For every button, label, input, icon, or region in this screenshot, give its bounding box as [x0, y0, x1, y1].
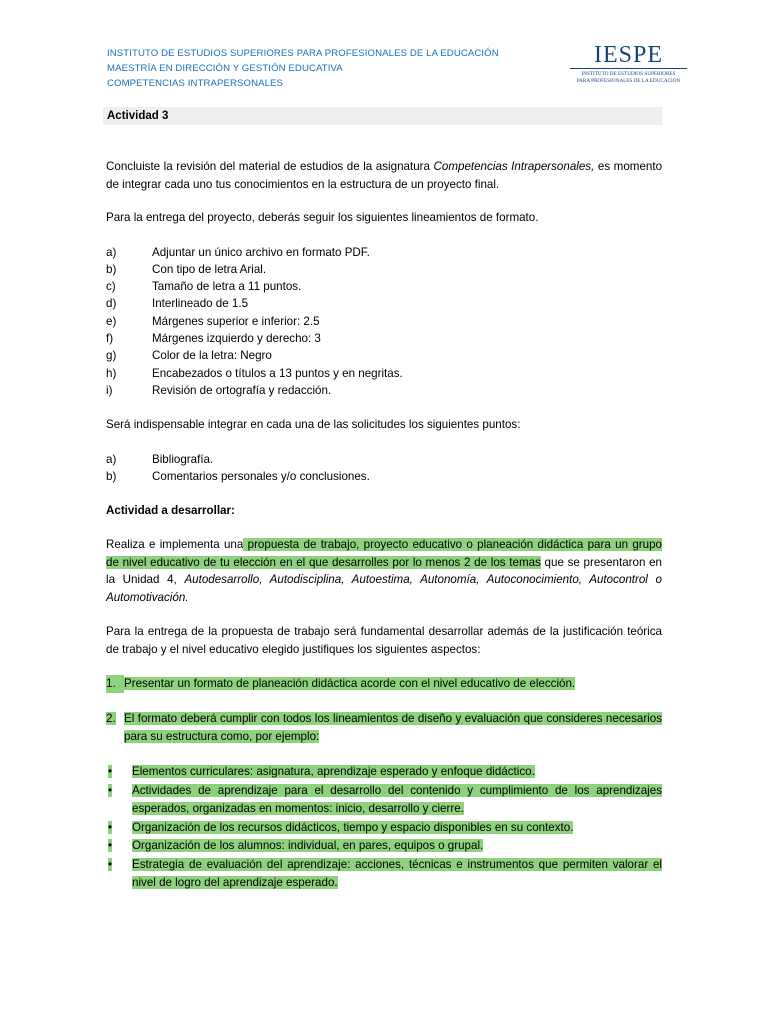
list-marker: d) — [106, 297, 117, 311]
bullet-text: Organización de los alumnos: individual, en pares, equipos o grupal. — [132, 839, 484, 853]
list-item-text: Bibliografía. — [152, 452, 214, 466]
logo-rule — [570, 68, 687, 69]
list-marker: b) — [106, 262, 117, 276]
list-item-text: Revisión de ortografía y redacción. — [152, 383, 332, 397]
numbered-marker-text: 2. — [106, 712, 116, 726]
list-item — [106, 468, 662, 485]
bullet-marker — [106, 782, 132, 819]
develop-heading: Actividad a desarrollar: — [106, 504, 235, 518]
points-list — [106, 451, 662, 486]
list-item-text: Interlineado de 1.5 — [152, 297, 249, 311]
list-item — [106, 382, 662, 399]
bullet-text: Actividades de aprendizaje para el desarrollo del contenido y cumplimiento de los aprendizajes esperados, organizadas en momentos: inicio, desarrollo y cierre. — [132, 783, 662, 816]
bullet-glyph: • — [108, 839, 113, 853]
bullet-item — [106, 856, 662, 893]
list-item-text: Color de la letra: Negro — [152, 349, 272, 363]
format-intro: Para la entrega del proyecto, deberás seguir los siguientes lineamientos de formato. — [106, 211, 539, 224]
bullet-glyph: • — [108, 765, 113, 779]
header-line-program: MAESTRÍA EN DIRECCIÓN Y GESTIÓN EDUCATIVA — [107, 63, 343, 74]
list-item — [106, 347, 662, 364]
header-line-course: COMPETENCIAS INTRAPERSONALES — [107, 78, 284, 89]
list-item — [106, 330, 662, 347]
list-marker: a) — [106, 245, 117, 259]
document-body — [106, 158, 662, 893]
list-item-text: Adjuntar un único archivo en formato PDF. — [152, 245, 370, 259]
list-item-text: Encabezados o títulos a 13 puntos y en negritas. — [152, 366, 403, 380]
bullet-glyph: • — [108, 783, 113, 797]
list-item — [106, 365, 662, 382]
intro-paragraph — [106, 158, 662, 193]
bullet-marker — [106, 763, 132, 782]
format-list — [106, 244, 662, 400]
list-item-text: Tamaño de letra a 11 puntos. — [152, 280, 302, 294]
list-marker: b) — [106, 469, 117, 483]
aspects-bullet-list — [106, 763, 662, 893]
list-marker: c) — [106, 280, 116, 294]
develop-topics: Autodesarrollo, Autodisciplina, Autoestima, Autonomía, Autoconocimiento, Autocontrol o Automotivación. — [106, 573, 662, 604]
bullet-marker — [106, 819, 132, 838]
header-line-institute: INSTITUTO DE ESTUDIOS SUPERIORES PARA PROFESIONALES DE LA EDUCACIÓN — [107, 48, 499, 59]
develop-text-1: Realiza e implementa una — [106, 538, 244, 552]
activity-title: Actividad 3 — [107, 110, 169, 122]
list-item-text: Con tipo de letra Arial. — [152, 262, 267, 276]
numbered-marker: 1. — [106, 675, 124, 693]
bullet-text: Organización de los recursos didácticos, tiempo y espacio disponibles en su contexto. — [132, 820, 574, 834]
numbered-text: El formato deberá cumplir con todos los lineamientos de diseño y evaluación que consideres necesarios para su estructura como, por ejemplo: — [124, 712, 662, 744]
list-item — [106, 451, 662, 468]
bullet-glyph: • — [108, 820, 113, 834]
list-item-text: Comentarios personales y/o conclusiones. — [152, 469, 370, 483]
develop-paragraph — [106, 536, 662, 606]
iespe-logo — [566, 43, 691, 91]
bullet-item — [106, 763, 662, 782]
intro-text-1: Concluiste la revisión del material de estudios de la asignatura — [106, 160, 434, 173]
intro-text-2: es momento de integrar cada uno tus conocimientos en la estructura de un proyecto final. — [106, 160, 663, 191]
points-intro: Será indispensable integrar en cada una de las solicitudes los siguientes puntos: — [106, 418, 521, 432]
list-marker: f) — [106, 331, 114, 345]
list-item — [106, 244, 662, 261]
list-item — [106, 313, 662, 330]
develop-highlight: propuesta de trabajo, proyecto educativo o planeación didáctica para un grupo de nivel educativo de tu elección en el que desarrolles por lo menos 2 de los temas — [106, 538, 662, 569]
logo-subtitle-2: PARA PROFESIONALES DE LA EDUCACIÓN — [576, 78, 681, 84]
institution-header — [107, 46, 547, 91]
bullet-marker — [106, 837, 132, 856]
list-item — [106, 295, 662, 312]
proposal-intro: Para la entrega de la propuesta de trabajo será fundamental desarrollar además de la justificación teórica de trabajo y el nivel educativo elegido justifiques los siguientes aspectos: — [106, 625, 662, 656]
activity-title-bar — [103, 107, 662, 125]
list-marker: h) — [106, 366, 117, 380]
bullet-item — [106, 782, 662, 819]
list-item — [106, 261, 662, 278]
numbered-text: Presentar un formato de planeación didáctica acorde con el nivel educativo de elección. — [124, 677, 576, 691]
logo-wordmark: IESPE — [593, 42, 663, 68]
list-marker: i) — [106, 383, 113, 397]
develop-text-2: que se presentaron en la Unidad 4, — [106, 555, 662, 587]
list-item-text: Márgenes superior e inferior: 2.5 — [152, 314, 320, 328]
intro-course-name: Competencias Intrapersonales, — [433, 160, 595, 173]
list-marker: g) — [106, 349, 117, 363]
bullet-marker — [106, 856, 132, 893]
numbered-item-2 — [106, 710, 662, 746]
bullet-item — [106, 837, 662, 856]
logo-subtitle-1: INSTITUTO DE ESTUDIOS SUPERIORES — [581, 71, 676, 77]
bullet-text: Elementos curriculares: asignatura, aprendizaje esperado y enfoque didáctico. — [132, 765, 535, 779]
list-marker: e) — [106, 314, 117, 328]
list-item-text: Márgenes izquierdo y derecho: 3 — [152, 331, 321, 345]
numbered-item-1 — [106, 675, 662, 693]
bullet-text: Estrategia de evaluación del aprendizaje: acciones, técnicas e instrumentos que permiten valorar el nivel de logro del aprendizaje esperado. — [132, 857, 662, 890]
bullet-item — [106, 819, 662, 838]
bullet-glyph: • — [108, 857, 113, 871]
numbered-marker — [106, 710, 124, 746]
list-marker: a) — [106, 452, 117, 466]
list-item — [106, 278, 662, 295]
